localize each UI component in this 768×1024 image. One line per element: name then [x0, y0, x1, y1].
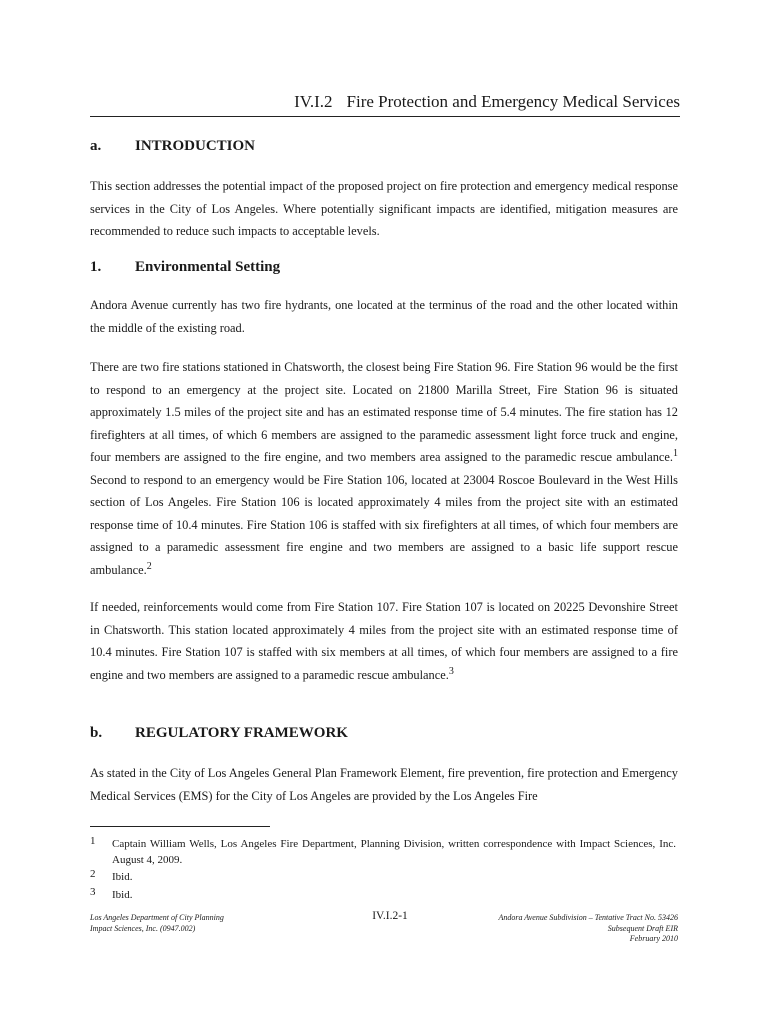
section-a-marker: a.	[90, 138, 102, 154]
footnote-divider	[90, 826, 270, 827]
section-b-title: REGULATORY FRAMEWORK	[135, 725, 348, 741]
page-number: IV.I.2-1	[372, 910, 408, 922]
footnote-2	[90, 869, 678, 885]
section-1-heading	[90, 257, 280, 277]
footnote-2-text: Ibid.	[112, 871, 133, 883]
section-a-title: INTRODUCTION	[135, 138, 256, 154]
footnote-2-mark: 2	[90, 868, 96, 880]
footnote-ref-2[interactable]: 2	[146, 560, 152, 572]
section-b-heading	[90, 723, 348, 743]
footer-agency: Los Angeles Department of City Planning	[90, 913, 224, 922]
footnote-1-text: Captain William Wells, Los Angeles Fire Department, Planning Division, written correspondence with Impact Sciences, Inc. August 4, 2009.	[112, 838, 676, 866]
setting-paragraph-1: Andora Avenue currently has two fire hydrants, one located at the terminus of the road and the other located within the middle of the existing road.	[90, 298, 678, 335]
footer-doc-type: Subsequent Draft EIR	[607, 923, 678, 933]
chapter-title	[90, 91, 680, 117]
setting-paragraph-2	[90, 356, 678, 581]
section-a-heading	[90, 136, 255, 156]
footer-right	[498, 913, 678, 945]
footnote-ref-3[interactable]: 3	[448, 665, 454, 677]
footer-project: Andora Avenue Subdivision – Tentative Tract No. 53426	[498, 913, 678, 922]
footnote-ref-1[interactable]: 1	[673, 447, 678, 459]
chapter-number: IV.I.2	[294, 92, 333, 111]
footnote-1-mark: 1	[90, 835, 96, 847]
setting-p3-text: If needed, reinforcements would come from Fire Station 107. Fire Station 107 is located on 20225 Devonshire Street in Chatsworth. This station located approximately 4 miles from the project site with an estimated response time of 10.4 minutes. Fire Station 107 is staffed with six members at all times, of which four members are assigned to a fire engine and two members are assigned to a paramedic rescue ambulance.	[90, 600, 678, 682]
setting-paragraph-3	[90, 596, 678, 686]
footnote-3-mark: 3	[90, 886, 96, 898]
setting-p2-part1: There are two fire stations stationed in Chatsworth, the closest being Fire Station 96. Fire Station 96 would be the first to respond to an emergency at the project site. Located on 21800 Marilla Street, Fire Station 96 is situated approximately 1.5 miles of the project site and has an estimated response time of 5.4 minutes. The fire station has 12 firefighters at all times, of which 6 members are assigned to the paramedic assessment light force truck and engine, four members are assigned to the fire engine, and two members area assigned to the paramedic rescue ambulance.	[90, 360, 678, 464]
footer-date: February 2010	[629, 934, 678, 943]
intro-paragraph: This section addresses the potential impact of the proposed project on fire protection and emergency medical response services in the City of Los Angeles. Where potentially significant impacts are identified, mitigation measures are recommended to reduce such impacts to acceptable levels.	[90, 179, 678, 238]
footnote-3-text: Ibid.	[112, 889, 133, 901]
chapter-title-text: Fire Protection and Emergency Medical Services	[346, 92, 680, 111]
section-1-marker: 1.	[90, 259, 102, 275]
section-b-marker: b.	[90, 725, 103, 741]
setting-p2-part2: Second to respond to an emergency would be Fire Station 106, located at 23004 Roscoe Boulevard in the West Hills section of Los Angeles. Fire Station 106 is located approximately 4 miles from the project site with an estimated response time of 10.4 minutes. Fire Station 106 is staffed with six firefighters at all times, of which four members are assigned to a paramedic assessment fire engine and two members are assigned to a basic life support rescue ambulance.	[90, 472, 678, 577]
regulatory-paragraph: As stated in the City of Los Angeles General Plan Framework Element, fire prevention, fire protection and Emergency Medical Services (EMS) for the City of Los Angeles are provided by the Los Angeles Fire	[90, 766, 678, 803]
footer-consultant: Impact Sciences, Inc. (0947.002)	[90, 923, 196, 933]
footer-left	[90, 913, 224, 934]
section-1-title: Environmental Setting	[135, 259, 281, 275]
footnote-3	[90, 887, 678, 903]
footnote-1	[90, 836, 678, 868]
